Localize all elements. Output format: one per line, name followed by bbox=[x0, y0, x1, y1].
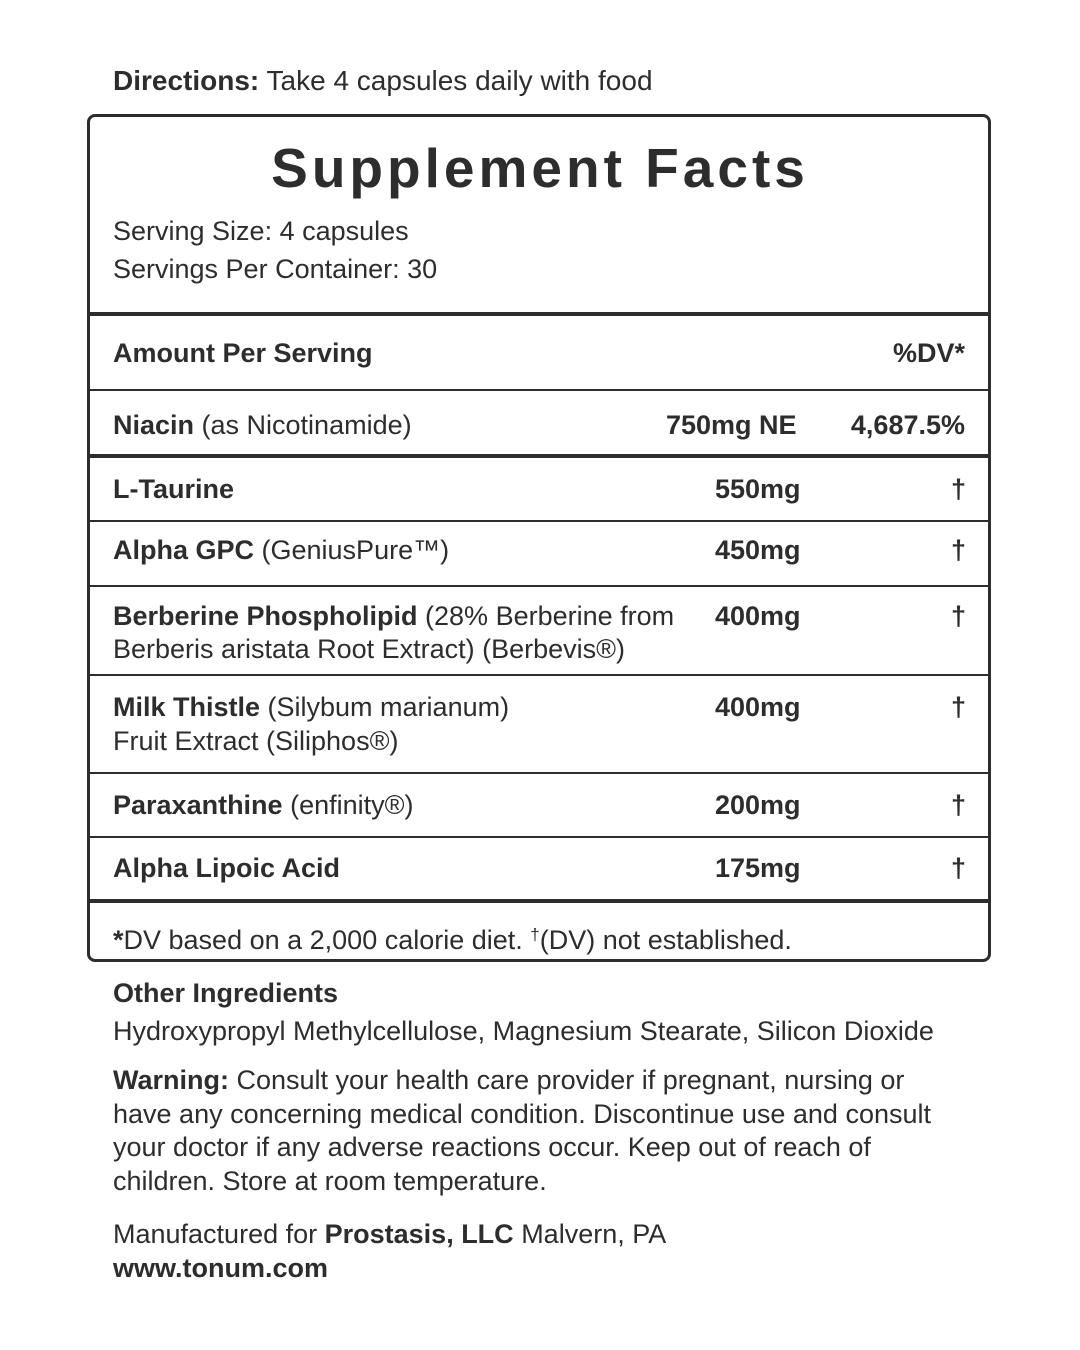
ingredient-name: Alpha Lipoic Acid bbox=[113, 853, 341, 883]
manufacturer-company: Prostasis, LLC bbox=[324, 1219, 514, 1249]
manufacturer bbox=[113, 1218, 666, 1251]
ingredient-amount: 550mg bbox=[715, 474, 801, 504]
divider bbox=[88, 836, 990, 838]
servings-per-container: Servings Per Container: 30 bbox=[113, 254, 438, 284]
footnote-dagger: † bbox=[530, 925, 540, 944]
ingredient-name: L-Taurine bbox=[113, 474, 234, 504]
ingredient-name: Paraxanthine bbox=[113, 790, 283, 820]
ingredient-name: Berberine Phospholipid bbox=[113, 601, 418, 631]
divider bbox=[88, 674, 990, 676]
table-row bbox=[113, 473, 234, 506]
ingredient-amount: 450mg bbox=[715, 535, 801, 565]
divider bbox=[88, 585, 990, 587]
ingredient-amount: 400mg bbox=[715, 692, 801, 722]
ingredient-detail: (as Nicotinamide) bbox=[194, 410, 412, 440]
ingredient-dv: † bbox=[950, 692, 966, 722]
ingredient-name: Niacin bbox=[113, 410, 195, 440]
ingredient-detail-line2: Fruit Extract (Siliphos®) bbox=[113, 726, 399, 756]
ingredient-detail: (enfinity®) bbox=[282, 790, 414, 820]
ingredient-detail: (28% Berberine from bbox=[417, 601, 675, 631]
ingredient-dv: † bbox=[950, 535, 966, 565]
warning-label: Warning: bbox=[113, 1065, 229, 1095]
ingredient-detail: (GeniusPure™) bbox=[254, 535, 450, 565]
warning-text: Consult your health care provider if pregnant, nursing or have any concerning medical condition. Discontinue use and consult your doctor if any adverse reactions occur. Keep out of reach of children. Store at room temperature. bbox=[113, 1065, 932, 1196]
directions-label: Directions: bbox=[113, 65, 260, 96]
ingredient-dv: † bbox=[950, 601, 966, 631]
dv-header: %DV* bbox=[892, 338, 965, 368]
ingredient-name: Milk Thistle bbox=[113, 692, 261, 722]
divider bbox=[88, 312, 990, 316]
divider bbox=[88, 389, 990, 391]
ingredient-dv: † bbox=[950, 474, 966, 504]
divider bbox=[88, 772, 990, 774]
serving-size: Serving Size: 4 capsules bbox=[113, 216, 409, 246]
divider bbox=[88, 454, 990, 458]
warning bbox=[113, 1064, 943, 1198]
other-ingredients-heading: Other Ingredients bbox=[113, 978, 339, 1008]
ingredient-dv: † bbox=[950, 790, 966, 820]
divider bbox=[88, 520, 990, 522]
other-ingredients-text: Hydroxypropyl Methylcellulose, Magnesium Stearate, Silicon Dioxide bbox=[113, 1016, 934, 1046]
website: www.tonum.com bbox=[113, 1253, 328, 1283]
manufacturer-prefix: Manufactured for bbox=[113, 1219, 325, 1249]
directions-text: Take 4 capsules daily with food bbox=[259, 65, 653, 96]
table-row bbox=[113, 409, 412, 442]
table-row bbox=[113, 789, 414, 822]
footnote-star: * bbox=[113, 925, 124, 955]
ingredient-detail-line2: Berberis aristata Root Extract) (Berbevis®) bbox=[113, 634, 626, 664]
table-row bbox=[113, 852, 340, 885]
directions bbox=[113, 64, 653, 98]
ingredient-amount: 175mg bbox=[715, 853, 801, 883]
ingredient-dv: 4,687.5% bbox=[850, 410, 965, 440]
amount-per-serving-header: Amount Per Serving bbox=[113, 338, 373, 368]
ingredient-amount: 200mg bbox=[715, 790, 801, 820]
ingredient-amount: 400mg bbox=[715, 601, 801, 631]
ingredient-detail: (Silybum marianum) bbox=[260, 692, 510, 722]
ingredient-name: Alpha GPC bbox=[113, 535, 255, 565]
ingredient-dv: † bbox=[950, 853, 966, 883]
facts-title: Supplement Facts bbox=[271, 137, 809, 199]
footnote-text: DV based on a 2,000 calorie diet. bbox=[123, 925, 531, 955]
table-row bbox=[113, 534, 449, 567]
ingredient-amount: 750mg NE bbox=[666, 410, 797, 440]
divider bbox=[88, 899, 990, 903]
table-row bbox=[113, 600, 674, 633]
table-row bbox=[113, 691, 509, 724]
dv-footnote bbox=[113, 918, 792, 957]
manufacturer-location: Malvern, PA bbox=[513, 1219, 667, 1249]
footnote-text-2: (DV) not established. bbox=[539, 925, 792, 955]
